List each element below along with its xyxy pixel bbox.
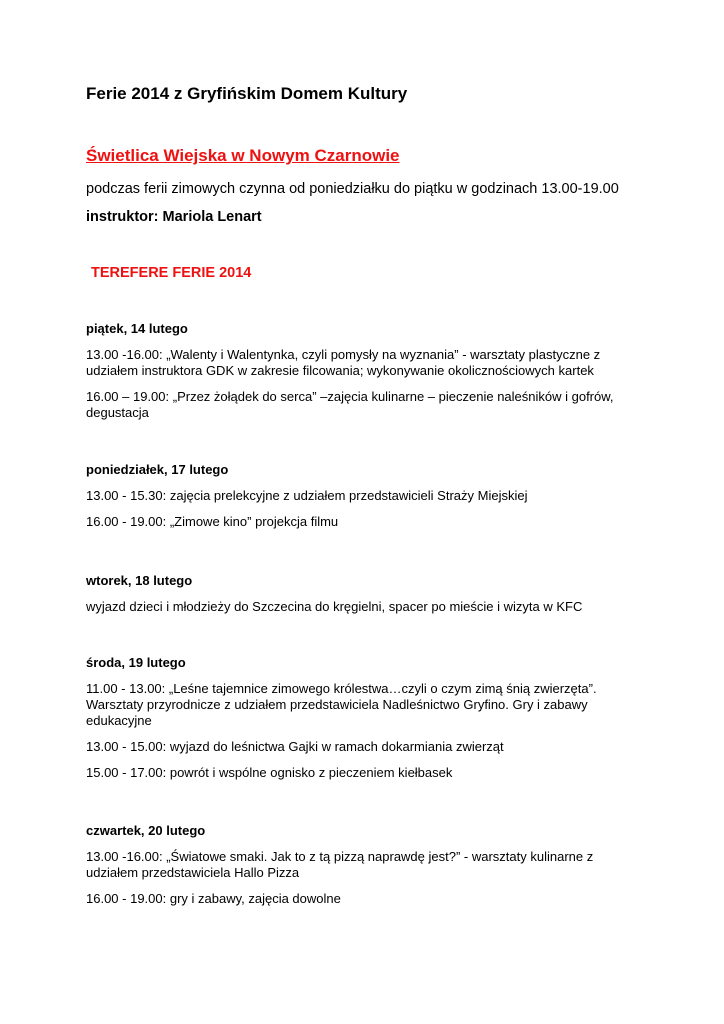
- program-title: TEREFERE FERIE 2014: [91, 265, 252, 281]
- day-section-thursday: [86, 823, 646, 917]
- event-item: 16.00 – 19.00: „Przez żołądek do serca” –zajęcia kulinarne – pieczenie naleśników i gofrów, degustacja: [86, 389, 614, 420]
- event-item: 13.00 - 15.30: zajęcia prelekcyjne z udziałem przedstawicieli Straży Miejskiej: [86, 488, 528, 503]
- day-heading: poniedziałek, 17 lutego: [86, 462, 229, 477]
- event-item: 16.00 - 19.00: gry i zabawy, zajęcia dowolne: [86, 891, 341, 906]
- event-item: 13.00 - 15.00: wyjazd do leśnictwa Gajki w ramach dokarmiania zwierząt: [86, 739, 504, 754]
- venue-instructor: instruktor: Mariola Lenart: [86, 209, 262, 225]
- day-section-tuesday: [86, 573, 646, 625]
- venue-hours: podczas ferii zimowych czynna od poniedziałku do piątku w godzinach 13.00-19.00: [86, 181, 619, 197]
- day-section-monday: [86, 462, 646, 540]
- event-item: 16.00 - 19.00: „Zimowe kino” projekcja filmu: [86, 514, 339, 529]
- day-heading: wtorek, 18 lutego: [86, 573, 193, 588]
- day-heading: piątek, 14 lutego: [86, 321, 188, 336]
- day-heading: środa, 19 lutego: [86, 655, 186, 670]
- event-item: 11.00 - 13.00: „Leśne tajemnice zimowego królestwa…czyli o czym zimą śnią zwierzęta”. Warsztaty przyrodnicze z udziałem przedstawiciela Nadleśnictwo Gryfino. Gry i zabawy edukacyjne: [86, 681, 597, 728]
- venue-name: Świetlica Wiejska w Nowym Czarnowie: [86, 146, 400, 165]
- document-title: Ferie 2014 z Gryfińskim Domem Kultury: [86, 84, 408, 103]
- event-item: 13.00 -16.00: „Walenty i Walentynka, czyli pomysły na wyznania” - warsztaty plastyczne z udziałem instruktora GDK w zakresie filcowania; wykonywanie okolicznościowych kartek: [86, 347, 601, 378]
- day-section-wednesday: [86, 655, 646, 791]
- event-item: wyjazd dzieci i młodzieży do Szczecina do kręgielni, spacer po mieście i wizyta w KFC: [86, 599, 583, 614]
- event-item: 15.00 - 17.00: powrót i wspólne ognisko z pieczeniem kiełbasek: [86, 765, 453, 780]
- day-heading: czwartek, 20 lutego: [86, 823, 206, 838]
- event-item: 13.00 -16.00: „Światowe smaki. Jak to z tą pizzą naprawdę jest?” - warsztaty kulinarne z udziałem przedstawiciela Hallo Pizza: [86, 849, 594, 880]
- day-section-friday: [86, 321, 646, 431]
